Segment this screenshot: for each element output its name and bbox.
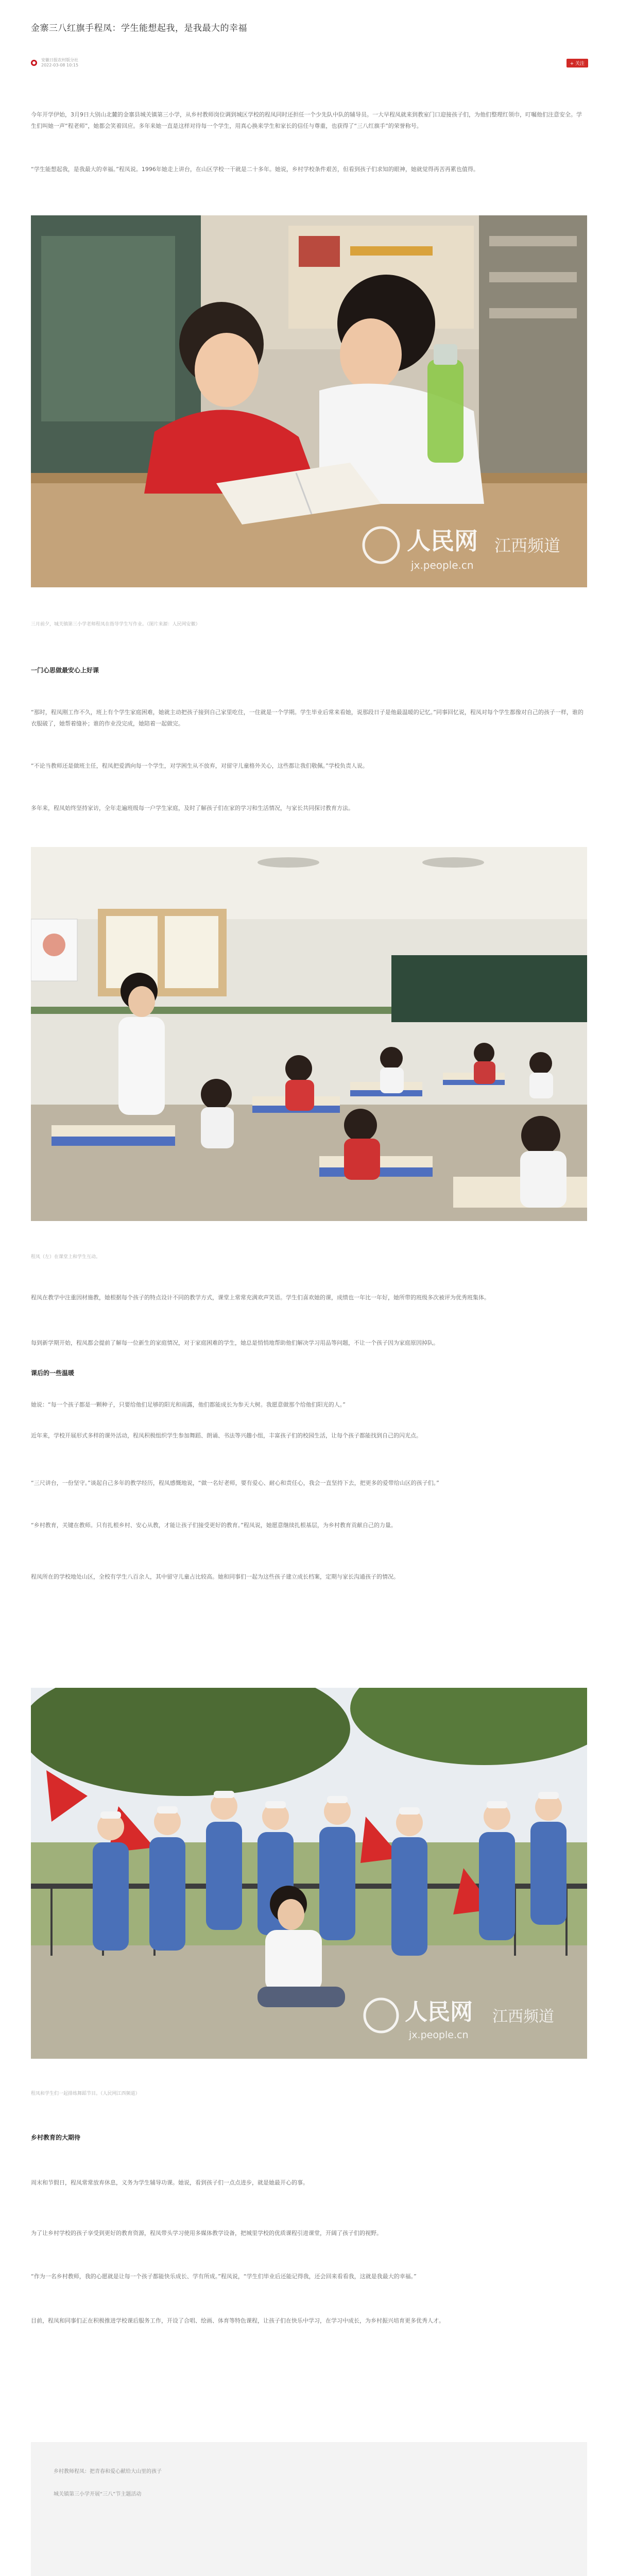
photo-watermark-channel: 江西频道 [492, 2008, 554, 2026]
paragraph: 程凤所在的学校地处山区，全校有学生八百余人，其中留守儿童占比较高。她和同事们一起为这些孩子建立成长档案，定期与家长沟通孩子的情况。 [31, 1573, 399, 1580]
paragraph: “那时，程凤刚工作不久，班上有个学生家庭困难，她就主动把孩子接到自己家里吃住，一住就是一个学期。学生毕业后常来看她，说那段日子是他最温暖的记忆。”同事回忆说，程凤对每个学生都像对自己的孩子一样，谁的衣服破了，她帮着缝补；谁的作业没完成，她陪着一起做完。 [31, 709, 583, 727]
photo-caption: 程凤和学生们一起排练舞蹈节目。（人民网江西频道） [31, 2091, 140, 2096]
publisher-logo-icon [31, 60, 37, 66]
section-heading: 一门心思做最安心上好课 [31, 667, 99, 674]
paragraph: 为了让乡村学校的孩子享受到更好的教育资源，程凤带头学习使用多媒体教学设备，把城里学校的优质课程引进课堂，开阔了孩子们的视野。 [31, 2230, 382, 2236]
paragraph: 多年来，程凤始终坚持家访，全年走遍班级每一户学生家庭，及时了解孩子们在家的学习和生活情况，与家长共同探讨教育方法。 [31, 805, 354, 811]
paragraph: “作为一名乡村教师，我的心愿就是让每一个孩子都能快乐成长、学有所成。”程凤说，“学生们毕业后还能记得我，还会回来看看我，这就是我最大的幸福。” [31, 2273, 417, 2280]
photo-watermark-main: 人民网 [405, 1999, 473, 2025]
article-photo-3 [31, 1688, 587, 2059]
photo-watermark-channel: 江西频道 [494, 536, 561, 555]
paragraph: 周末和节假日，程凤常常放弃休息，义务为学生辅导功课。她说，看到孩子们一点点进步，就是她最开心的事。 [31, 2179, 308, 2186]
photo-watermark-main: 人民网 [407, 527, 478, 555]
related-articles-box [31, 2442, 587, 2576]
article-photo-2 [31, 847, 587, 1221]
paragraph: 近年来，学校开展形式多样的课外活动，程凤积极组织学生参加舞蹈、朗诵、书法等兴趣小组，丰富孩子们的校园生活，让每个孩子都能找到自己的闪光点。 [31, 1432, 422, 1439]
article-photo-1 [31, 215, 587, 587]
paragraph: “学生能想起我，是我最大的幸福。”程凤说。1996年她走上讲台，在山区学校一干就是二十多年。她说，乡村学校条件艰苦，但看到孩子们求知的眼神，她就觉得再苦再累也值得。 [31, 166, 479, 173]
paragraph: 程凤在教学中注重因材施教，她根据每个孩子的特点设计不同的教学方式，课堂上常常充满欢声笑语。学生们喜欢她的课，成绩也一年比一年好，她所带的班级多次被评为优秀班集体。 [31, 1294, 490, 1301]
photo-caption: 程凤（左）在课堂上和学生互动。 [31, 1255, 101, 1260]
photo-caption: 三月前夕，城关镇第三小学老师程凤在指导学生写作业。（图片来源：人民网安徽） [31, 622, 200, 627]
section-heading: 乡村教育的大期待 [31, 2134, 81, 2141]
paragraph: “乡村教育，关键在教师。只有扎根乡村、安心从教，才能让孩子们接受更好的教育。”程凤说，她愿意继续扎根基层，为乡村教育贡献自己的力量。 [31, 1522, 397, 1529]
publish-date: 2022-03-08 10:15 [41, 63, 79, 67]
section-heading: 课后的一些温暖 [31, 1369, 75, 1377]
article-title: 金寨三八红旗手程凤：学生能想起我，是我最大的幸福 [31, 23, 247, 33]
related-link[interactable]: 乡村教师程凤：把青春和爱心献给大山里的孩子 [54, 2469, 162, 2475]
related-link[interactable]: 城关镇第三小学开展“三八”节主题活动 [54, 2492, 142, 2497]
paragraph: 每到新学期开始，程凤都会提前了解每一位新生的家庭情况，对于家庭困难的学生，她总是悄悄地帮助他们解决学习用品等问题，不让一个孩子因为家庭原因掉队。 [31, 1340, 439, 1346]
paragraph: 今年开学伊始，3月9日大别山北麓的金寨县城关镇第三小学，从乡村教师岗位调到城区学校的程凤同时还担任一个少先队中队的辅导员。一大早程凤就来到教室门口迎接孩子们，为他们整理红领巾，叮嘱他们注意安全。学生们叫她一声“程老师”，她都会笑着回应。多年来她一直是这样对待每一个学生，用真心换来学生和家长的信任与尊重，也获得了“三八红旗手”的荣誉称号。 [31, 111, 582, 129]
follow-button[interactable]: + 关注 [566, 59, 588, 67]
photo-watermark-site: jx.people.cn [409, 2029, 469, 2041]
photo-watermark-site: jx.people.cn [411, 559, 474, 571]
paragraph: 她说：“每一个孩子都是一颗种子，只要给他们足够的阳光和雨露，他们都能成长为参天大树。我愿意做那个给他们阳光的人。” [31, 1401, 346, 1408]
paragraph: “不论当教师还是做班主任，程凤把爱洒向每一个学生，对学困生从不放弃，对留守儿童格外关心，这些都让我们敬佩。”学校负责人说。 [31, 762, 368, 769]
meta-lines [41, 58, 78, 68]
paragraph: 目前，程凤和同事们正在积极推进学校课后服务工作，开设了合唱、绘画、体育等特色课程，让孩子们在快乐中学习，在学习中成长，为乡村振兴培育更多优秀人才。 [31, 2317, 444, 2324]
article-meta [31, 58, 78, 68]
author-name[interactable]: 安徽日报农村版分社 [41, 58, 78, 62]
paragraph: “三尺讲台，一份坚守。”谈起自己多年的教学经历，程凤感慨地说，“做一名好老师，要有爱心、耐心和责任心，我会一直坚持下去，把更多的爱带给山区的孩子们。” [31, 1480, 439, 1486]
